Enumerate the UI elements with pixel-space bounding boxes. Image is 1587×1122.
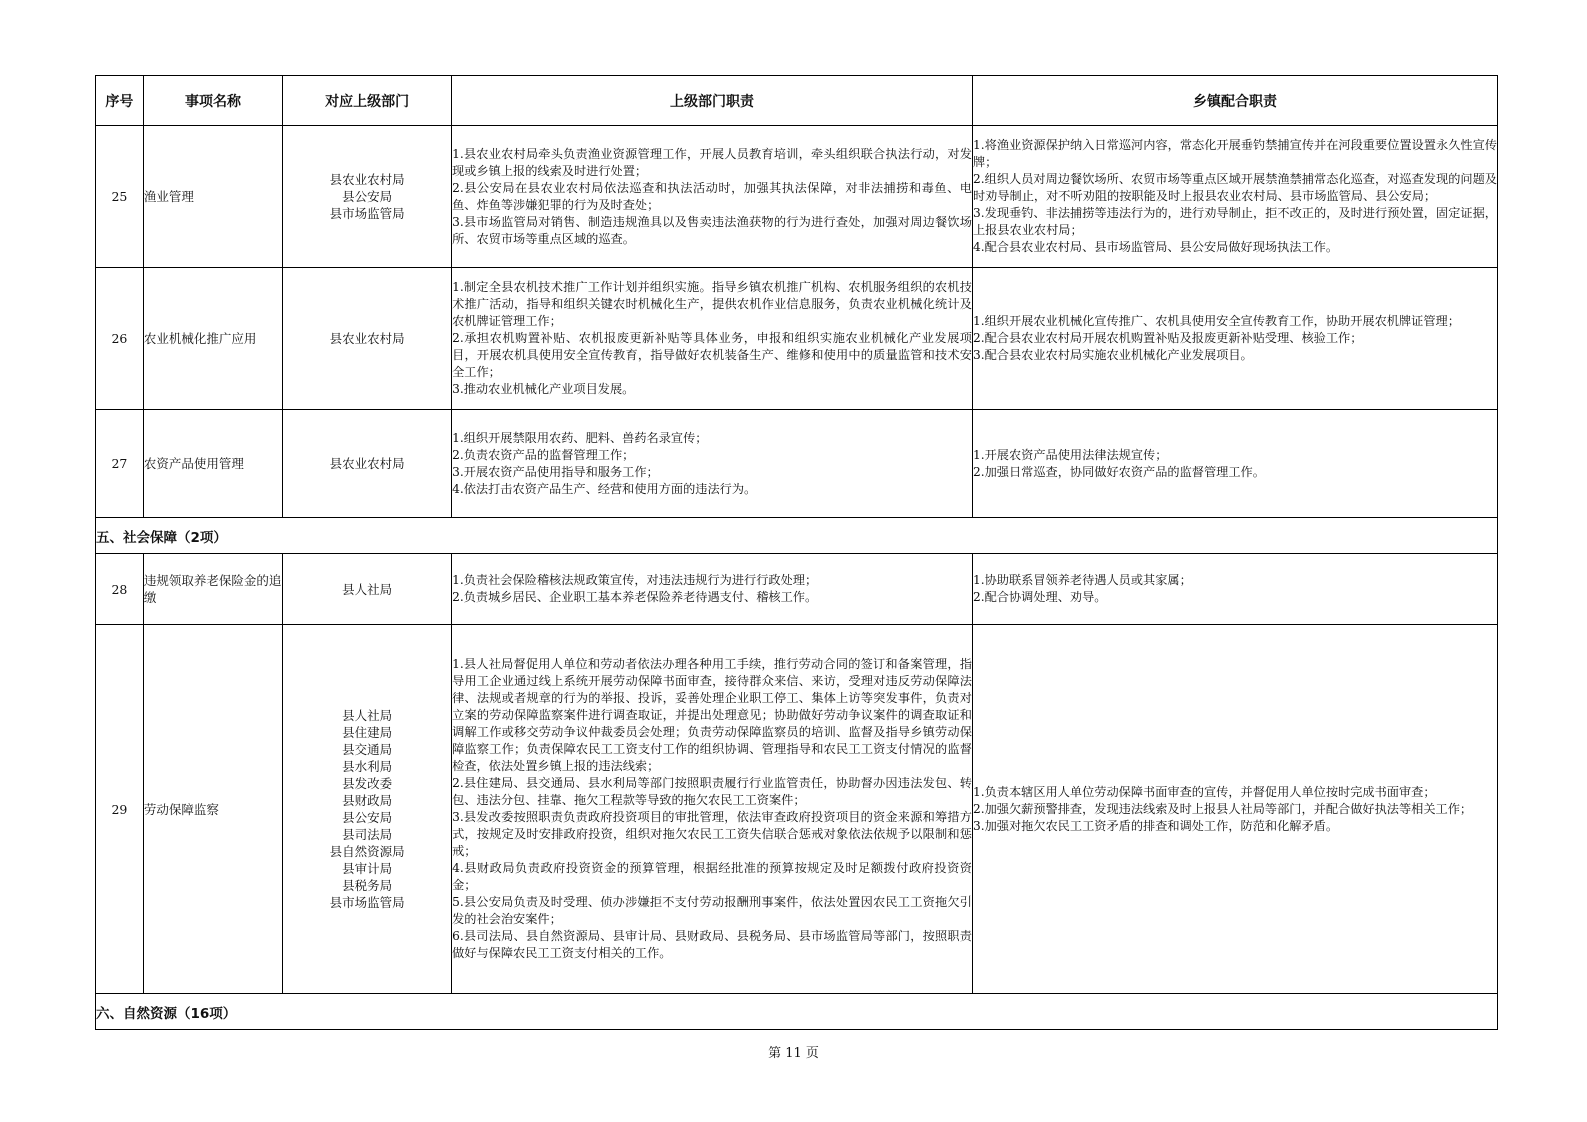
- row-town-duty: [972, 410, 1497, 518]
- row-seq: 27: [96, 410, 144, 518]
- dept-name: 县农业农村局: [329, 456, 405, 471]
- page-number: 第 11 页: [768, 1046, 819, 1061]
- duty-item: 1.组织开展禁限用农药、肥料、兽药名录宣传；: [452, 430, 708, 445]
- dept-name: 县市场监管局: [329, 206, 405, 221]
- row-upper-duty: [452, 554, 973, 625]
- duty-item: 2.配合县农业农村局开展农机购置补贴及报废更新补贴受理、核验工作；: [972, 331, 1363, 345]
- row-item-name: 违规领取养老保险金的追缴: [143, 554, 282, 625]
- duty-table: [95, 75, 1498, 1030]
- dept-name: 县住建局: [342, 725, 393, 740]
- duty-item: 2.负责城乡居民、企业职工基本养老保险养老待遇支付、稽核工作。: [452, 590, 818, 604]
- dept-name: 县自然资源局: [329, 844, 405, 859]
- row-depts: [283, 410, 452, 518]
- row-town-duty: [972, 625, 1497, 994]
- row-seq: 25: [96, 126, 144, 268]
- row-town-duty: [972, 126, 1497, 268]
- row-depts: [283, 126, 452, 268]
- dept-name: 县发改委: [342, 776, 393, 791]
- duty-item: 3.配合县农业农村局实施农业机械化产业发展项目。: [972, 348, 1253, 362]
- row-depts: [283, 268, 452, 410]
- duty-item: 2.加强欠薪预警排查，发现违法线索及时上报县人社局等部门，并配合做好执法等相关工作；: [972, 801, 1473, 816]
- header-upper-duty: 上级部门职责: [452, 76, 973, 126]
- duty-item: 2.负责农资产品的监督管理工作；: [452, 447, 635, 462]
- row-item-name: 渔业管理: [143, 126, 282, 268]
- row-seq: 29: [96, 625, 144, 994]
- row-town-duty: [972, 554, 1497, 625]
- dept-name: 县农业农村局: [329, 172, 405, 187]
- duty-item: 3.县市场监管局对销售、制造违规渔具以及售卖违法渔获物的行为进行查处，加强对周边餐饮场所、农贸市场等重点区域的巡查。: [452, 214, 972, 246]
- row-upper-duty: [452, 410, 973, 518]
- duty-item: 2.配合协调处理、劝导。: [972, 590, 1107, 604]
- dept-name: 县水利局: [342, 759, 393, 774]
- row-upper-duty: [452, 625, 973, 994]
- duty-item: 2.加强日常巡查，协同做好农资产品的监督管理工作。: [972, 464, 1265, 479]
- duty-item: 4.依法打击农资产品生产、经营和使用方面的违法行为。: [452, 481, 757, 496]
- duty-item: 1.将渔业资源保护纳入日常巡河内容，常态化开展垂钓禁捕宣传并在河段重要位置设置永久性宣传牌；: [972, 138, 1497, 169]
- row-upper-duty: [452, 126, 973, 268]
- dept-name: 县市场监管局: [329, 895, 405, 910]
- section-title-natural-resources: 六、自然资源（16项）: [96, 994, 1498, 1030]
- duty-item: 6.县司法局、县自然资源局、县审计局、县财政局、县税务局、县市场监管局等部门，按照职责做好与保障农民工工资支付相关的工作。: [452, 929, 972, 960]
- dept-name: 县人社局: [342, 581, 393, 597]
- dept-name: 县人社局: [342, 708, 393, 723]
- duty-item: 3.发现垂钓、非法捕捞等违法行为的，进行劝导制止，拒不改正的，及时进行预处置，固定证据，上报县农业农村局；: [972, 206, 1497, 237]
- duty-item: 3.加强对拖欠农民工工资矛盾的排查和调处工作，防范和化解矛盾。: [972, 818, 1339, 833]
- dept-name: 县公安局: [342, 810, 393, 825]
- row-item-name: 农业机械化推广应用: [143, 268, 282, 410]
- duty-item: 1.县人社局督促用人单位和劳动者依法办理各种用工手续，推行劳动合同的签订和备案管理，指导用工企业通过线上系统开展劳动保障书面审查，接待群众来信、来访，受理对违反劳动保障法律、法规或者规章的行为的举报、投诉，妥善处理企业职工停工、集体上访等突发事件，负责对立案的劳动保障监察案件进行调查取证，并提出处理意见；协助做好劳动争议案件的调查取证和调解工作或移交劳动争议仲裁委员会处理；负责劳动保障监察员的培训、监督及指导乡镇劳动保障监察工作；负责保障农民工工资支付工作的组织协调、管理指导和农民工工资支付情况的监督检查，依法处置乡镇上报的违法线索；: [452, 657, 972, 773]
- duty-item: 1.制定全县农机技术推广工作计划并组织实施。指导乡镇农机推广机构、农机服务组织的农机技术推广活动，指导和组织关键农时机械化生产，提供农机作业信息服务，负责农业机械化统计及农机牌证管理工作；: [452, 280, 972, 328]
- duty-item: 1.负责本辖区用人单位劳动保障书面审查的宣传，并督促用人单位按时完成书面审查；: [972, 784, 1436, 799]
- duty-item: 2.承担农机购置补贴、农机报废更新补贴等具体业务，申报和组织实施农业机械化产业发展项目，开展农机具使用安全宣传教育，指导做好农机装备生产、维修和使用中的质量监管和技术安全工作；: [452, 331, 972, 379]
- row-item-name: 劳动保障监察: [143, 625, 282, 994]
- section-row: [96, 994, 1498, 1030]
- duty-item: 2.组织人员对周边餐饮场所、农贸市场等重点区域开展禁渔禁捕常态化巡查，对巡查发现的问题及时劝导制止，对不听劝阻的按职能及时上报县农业农村局、县市场监管局、县公安局；: [972, 172, 1497, 203]
- duty-item: 2.县公安局在县农业农村局依法巡查和执法活动时，加强其执法保障，对非法捕捞和毒鱼、电鱼、炸鱼等涉嫌犯罪的行为及时查处；: [452, 180, 972, 212]
- row-item-name: 农资产品使用管理: [143, 410, 282, 518]
- dept-name: 县税务局: [342, 878, 393, 893]
- dept-name: 县财政局: [342, 793, 393, 808]
- duty-item: 1.县农业农村局牵头负责渔业资源管理工作，开展人员教育培训，牵头组织联合执法行动，对发现或乡镇上报的线索及时进行处置；: [452, 146, 972, 178]
- duty-item: 4.县财政局负责政府投资资金的预算管理，根据经批准的预算按规定及时足额拨付政府投资资金；: [452, 861, 972, 892]
- dept-name: 县公安局: [342, 189, 393, 204]
- header-upper-dept: 对应上级部门: [283, 76, 452, 126]
- dept-name: 县司法局: [342, 827, 393, 842]
- duty-item: 3.推动农业机械化产业项目发展。: [452, 382, 635, 396]
- dept-name: 县农业农村局: [329, 331, 405, 346]
- row-depts: [283, 554, 452, 625]
- row-seq: 28: [96, 554, 144, 625]
- dept-name: 县审计局: [342, 861, 393, 876]
- row-town-duty: [972, 268, 1497, 410]
- row-upper-duty: [452, 268, 973, 410]
- table-row: [96, 268, 1498, 410]
- duty-item: 3.县发改委按照职责负责政府投资项目的审批管理，依法审查政府投资项目的资金来源和筹措方式，按规定及时安排政府投资，组织对拖欠农民工工资失信联合惩戒对象依法依规予以限制和惩戒；: [452, 810, 972, 858]
- table-header-row: [96, 76, 1498, 126]
- duty-item: 1.负责社会保险稽核法规政策宣传，对违法违规行为进行行政处理；: [452, 573, 818, 587]
- dept-name: 县交通局: [342, 742, 393, 757]
- section-row: [96, 518, 1498, 554]
- table-row: [96, 625, 1498, 994]
- section-title-social: 五、社会保障（2项）: [96, 518, 1498, 554]
- header-seq: 序号: [96, 76, 144, 126]
- duty-item: 4.配合县农业农村局、县市场监管局、县公安局做好现场执法工作。: [972, 240, 1339, 254]
- row-depts: [283, 625, 452, 994]
- duty-item: 1.协助联系冒领养老待遇人员或其家属；: [972, 573, 1192, 587]
- duty-item: 5.县公安局负责及时受理、侦办涉嫌拒不支付劳动报酬刑事案件，依法处置因农民工工资拖欠引发的社会治安案件；: [452, 895, 972, 926]
- table-row: [96, 126, 1498, 268]
- table-row: [96, 410, 1498, 518]
- header-item-name: 事项名称: [143, 76, 282, 126]
- row-seq: 26: [96, 268, 144, 410]
- table-row: [96, 554, 1498, 625]
- duty-item: 1.组织开展农业机械化宣传推广、农机具使用安全宣传教育工作，协助开展农机牌证管理；: [972, 314, 1460, 328]
- duty-item: 1.开展农资产品使用法律法规宣传；: [972, 447, 1168, 462]
- header-town-duty: 乡镇配合职责: [972, 76, 1497, 126]
- duty-item: 3.开展农资产品使用指导和服务工作；: [452, 464, 659, 479]
- duty-item: 2.县住建局、县交通局、县水利局等部门按照职责履行行业监管责任，协助督办因违法发包、转包、违法分包、挂靠、拖欠工程款等导致的拖欠农民工工资案件；: [452, 776, 972, 807]
